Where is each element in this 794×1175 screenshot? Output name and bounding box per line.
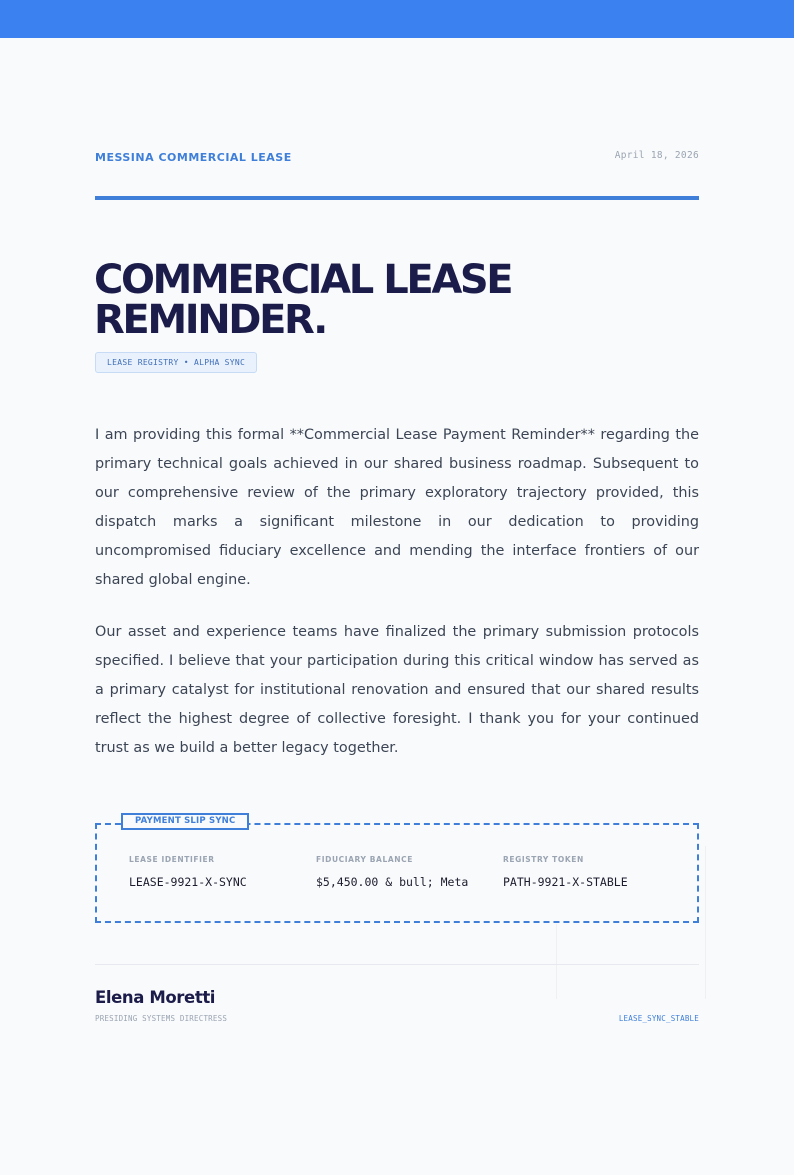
signatory-name: Elena Moretti — [95, 988, 216, 1007]
slip-field-lease-identifier — [129, 855, 247, 889]
slip-field-value: LEASE-9921-X-SYNC — [129, 875, 247, 889]
page-divider-vertical — [705, 846, 706, 999]
slip-field-value: PATH-9921-X-STABLE — [503, 875, 628, 889]
title-line-1: COMMERCIAL LEASE — [94, 257, 512, 303]
header-divider — [95, 196, 699, 200]
signature-divider — [95, 964, 699, 965]
signatory-role: PRESIDING SYSTEMS DIRECTRESS — [95, 1014, 228, 1023]
registry-badge: LEASE REGISTRY • ALPHA SYNC — [95, 352, 257, 373]
slip-field-fiduciary-balance — [316, 855, 468, 889]
page-title — [94, 257, 654, 343]
signature-divider-vertical — [556, 924, 557, 999]
slip-field-label: REGISTRY TOKEN — [503, 855, 584, 864]
body-paragraph-2: Our asset and experience teams have finalized the primary submission protocols specified. I believe that your participation during this critical window has served as a primary catalyst for institutional renovation and ensured that our shared results reflect the highest degree of collective foresight. I thank you for your continued trust as we build a better legacy together. — [95, 624, 699, 756]
letter-page — [0, 38, 794, 1175]
slip-field-label: LEASE IDENTIFIER — [129, 855, 215, 864]
payment-slip-tag: PAYMENT SLIP SYNC — [121, 813, 249, 830]
payment-slip — [95, 816, 699, 923]
slip-field-label: FIDUCIARY BALANCE — [316, 855, 413, 864]
letter-date: April 18, 2026 — [614, 150, 699, 161]
title-line-2: REMINDER. — [94, 297, 326, 343]
slip-field-value: $5,450.00 & bull; Meta — [316, 875, 469, 889]
sync-code: LEASE_SYNC_STABLE — [618, 1014, 699, 1023]
brand-name: MESSINA COMMERCIAL LEASE — [95, 151, 292, 164]
slip-field-registry-token — [503, 855, 628, 889]
top-accent-bar — [0, 0, 794, 38]
body-paragraph-1: I am providing this formal **Commercial Lease Payment Reminder** regarding the primary technical goals achieved in our shared business roadmap. Subsequent to our comprehensive review of the primary exploratory trajectory provided, this dispatch marks a significant milestone in our dedication to providing uncompromised fiduciary excellence and mending the interface frontiers of our shared global engine. — [95, 427, 699, 588]
